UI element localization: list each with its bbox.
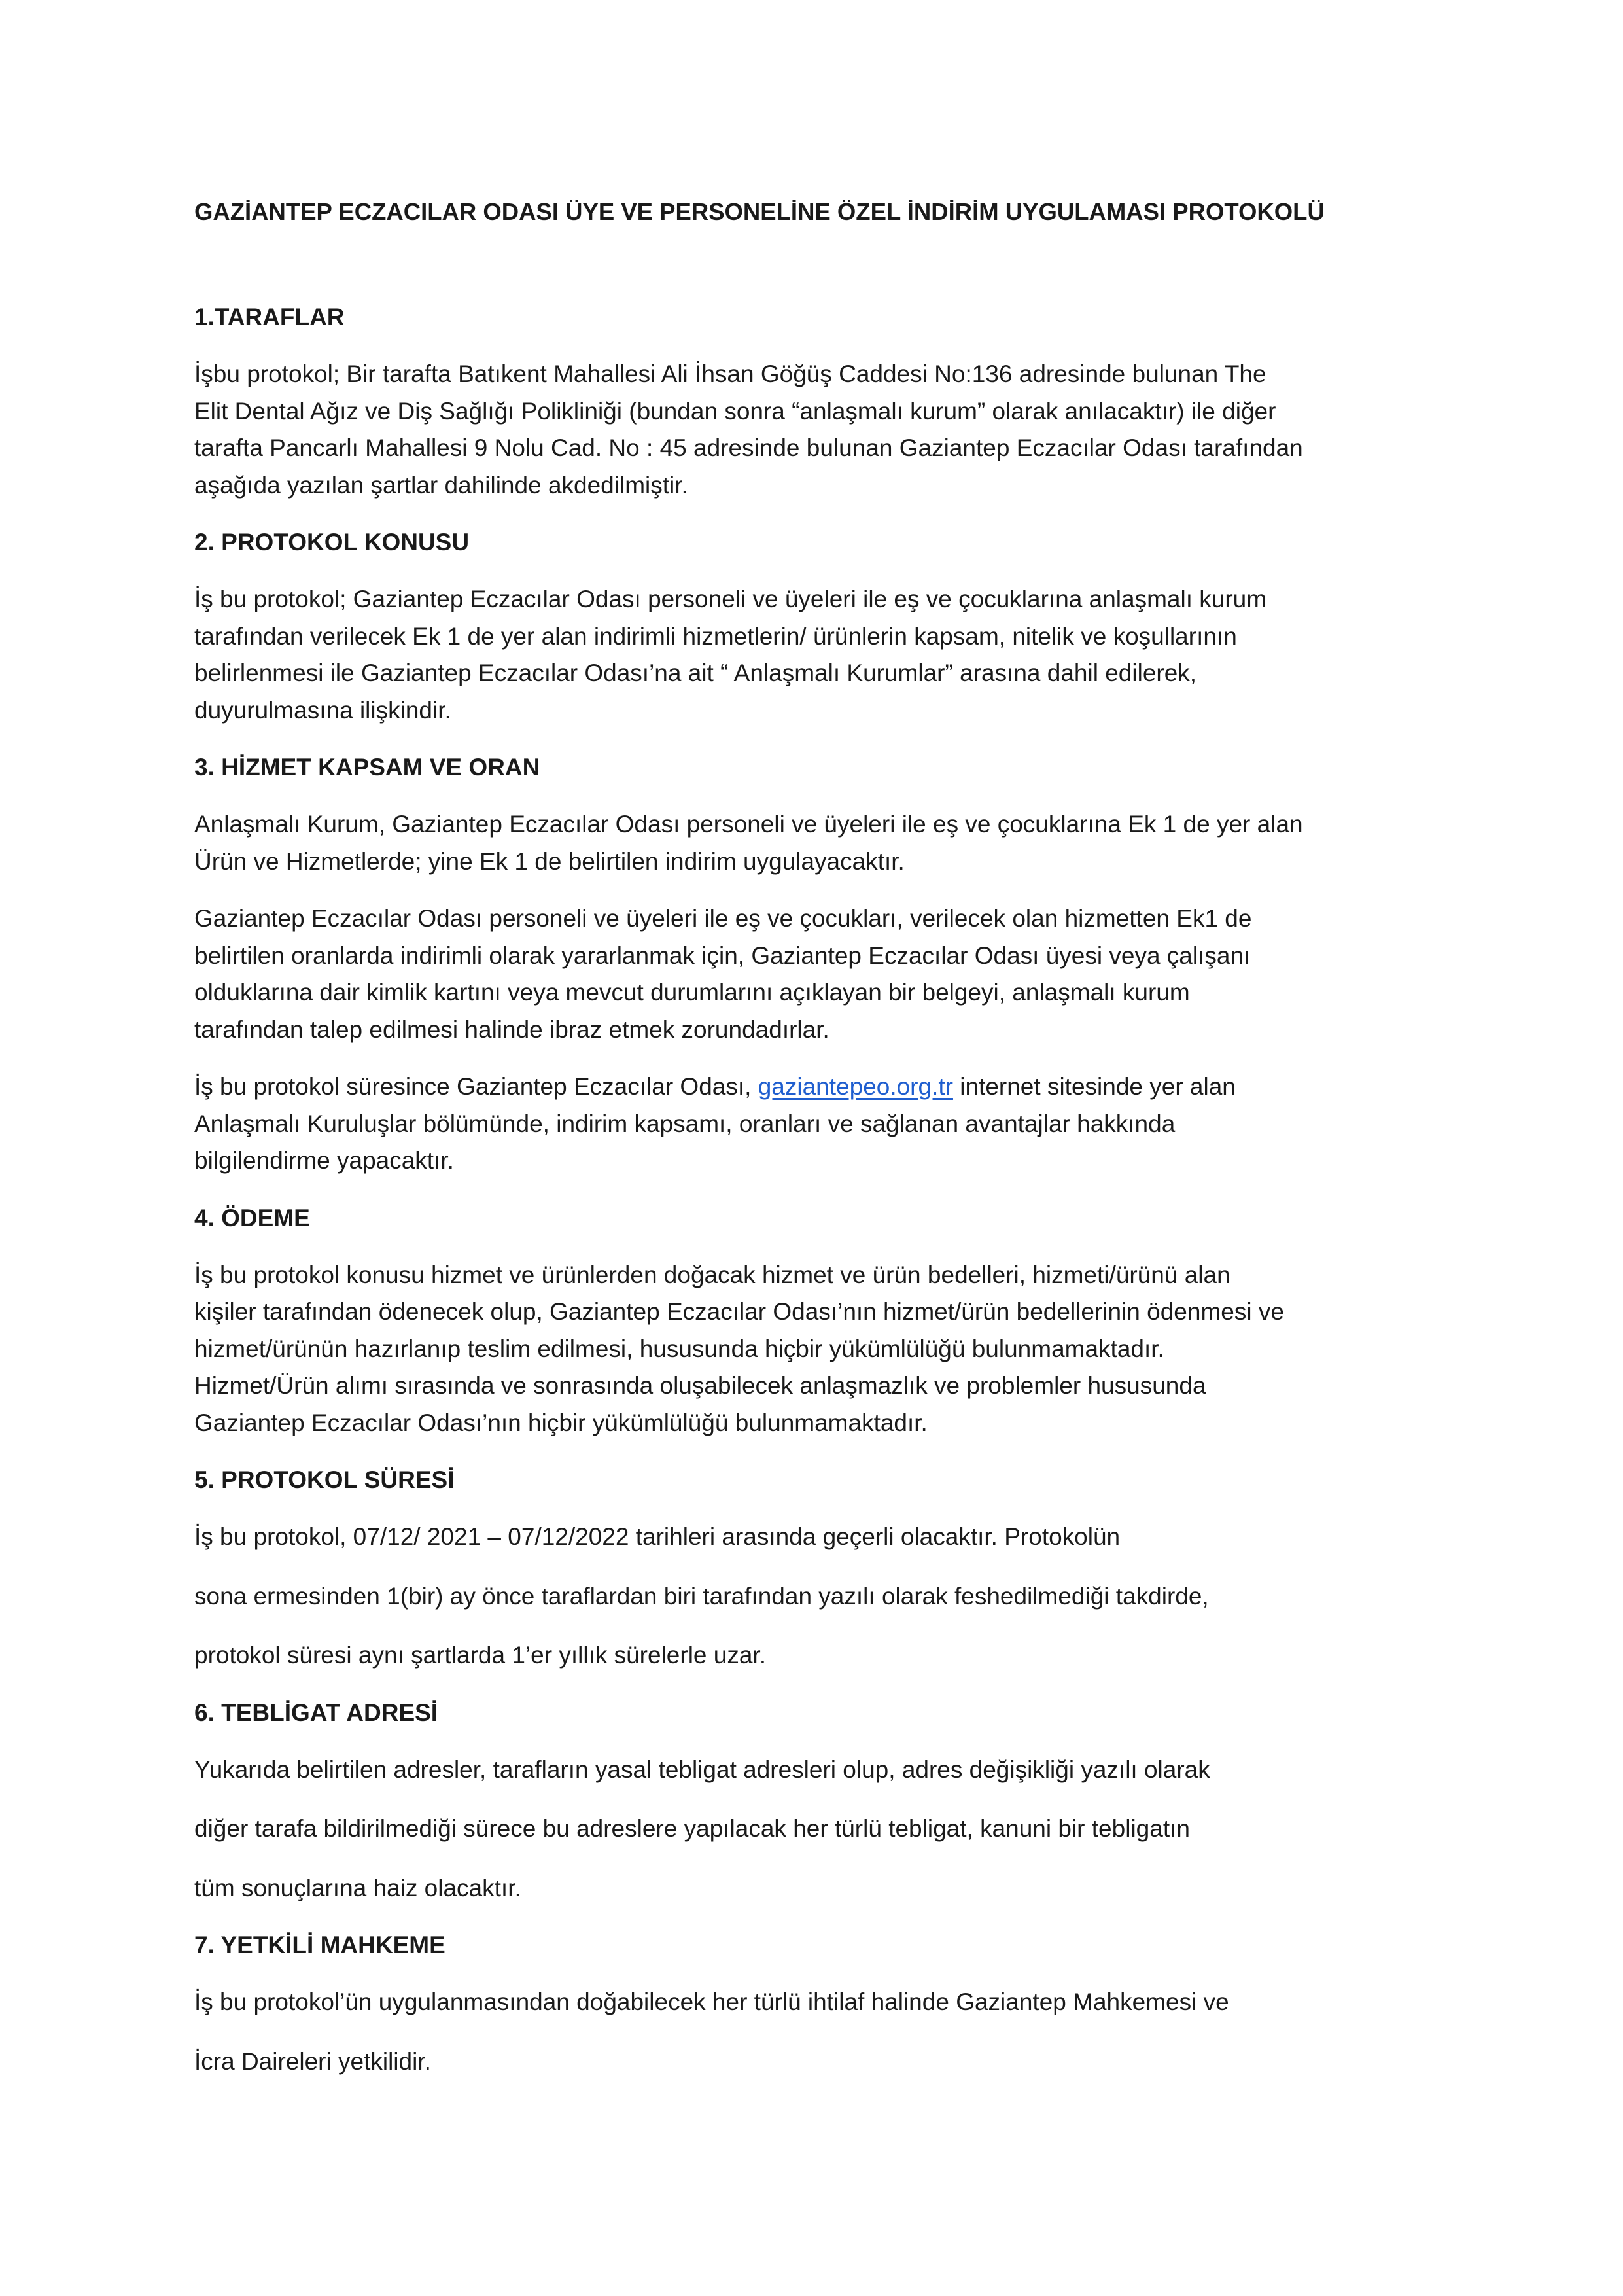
section-heading-protokol-konusu: 2. PROTOKOL KONUSU xyxy=(194,529,470,556)
text-line: Gaziantep Eczacılar Odası personeli ve üyeleri ile eş ve çocukları, verilecek olan hizmetten Ek1 de xyxy=(194,905,1252,932)
text-line: tarafından verilecek Ek 1 de yer alan indirimli hizmetlerin/ ürünlerin kapsam, nitelik ve koşullarının xyxy=(194,622,1237,650)
text-line: kişiler tarafından ödenecek olup, Gaziantep Eczacılar Odası’nın hizmet/ürün bedellerinin ödenmesi ve xyxy=(194,1298,1284,1325)
paragraph-hizmet-kapsam-1 xyxy=(194,806,1450,880)
document-title: GAZİANTEP ECZACILAR ODASI ÜYE VE PERSONELİNE ÖZEL İNDİRİM UYGULAMASI PROTOKOLÜ xyxy=(194,198,1325,225)
text-line: belirlenmesi ile Gaziantep Eczacılar Odası’na ait “ Anlaşmalı Kurumlar” arasına dahil edilerek, xyxy=(194,660,1197,686)
text-line: tarafından talep edilmesi halinde ibraz etmek zorundadırlar. xyxy=(194,1016,829,1043)
text-line: İş bu protokol’ün uygulanmasından doğabilecek her türlü ihtilaf halinde Gaziantep Mahkemesi ve xyxy=(194,1988,1229,2015)
text-line: İş bu protokol; Gaziantep Eczacılar Odası personeli ve üyeleri ile eş ve çocuklarına anlaşmalı kurum xyxy=(194,586,1267,612)
text-line: diğer tarafa bildirilmediği sürece bu adreslere yapılacak her türlü tebligat, kanuni bir tebligatın xyxy=(194,1815,1190,1842)
text-line: Hizmet/Ürün alımı sırasında ve sonrasında oluşabilecek anlaşmazlık ve problemler hususunda xyxy=(194,1372,1206,1399)
text-line xyxy=(194,1069,1450,1106)
text-line: duyurulmasına ilişkindir. xyxy=(194,696,451,724)
text-line: Ürün ve Hizmetlerde; yine Ek 1 de belirtilen indirim uygulayacaktır. xyxy=(194,847,905,875)
text-line: aşağıda yazılan şartlar dahilinde akdedilmiştir. xyxy=(194,471,688,499)
document-content xyxy=(194,194,1450,2100)
text-line: İş bu protokol konusu hizmet ve ürünlerden doğacak hizmet ve ürün bedelleri, hizmeti/ürünü alan xyxy=(194,1261,1230,1288)
section-heading-hizmet-kapsam: 3. HİZMET KAPSAM VE ORAN xyxy=(194,754,540,781)
text-line: olduklarına dair kimlik kartını veya mevcut durumlarını açıklayan bir belgeyi, anlaşmalı kurum xyxy=(194,979,1190,1006)
paragraph-taraflar xyxy=(194,356,1450,504)
text-line: Anlaşmalı Kuruluşlar bölümünde, indirim kapsamı, oranları ve sağlanan avantajlar hakkında xyxy=(194,1110,1176,1137)
text-line: hizmet/ürünün hazırlanıp teslim edilmesi, hususunda hiçbir yükümlülüğü bulunmamaktadır. xyxy=(194,1335,1164,1362)
text-line: İcra Daireleri yetkilidir. xyxy=(194,2047,431,2075)
text-line: tarafta Pancarlı Mahallesi 9 Nolu Cad. No : 45 adresinde bulunan Gaziantep Eczacılar Odası tarafından xyxy=(194,434,1303,461)
text-line: İş bu protokol, 07/12/ 2021 – 07/12/2022 tarihleri arasında geçerli olacaktır. Protokolün xyxy=(194,1523,1121,1550)
text-segment: İş bu protokol süresince Gaziantep Eczacılar Odası, xyxy=(194,1073,758,1100)
text-segment: internet sitesinde yer alan xyxy=(952,1073,1236,1100)
section-heading-yetkili-mahkeme: 7. YETKİLİ MAHKEME xyxy=(194,1932,445,1958)
section-heading-odeme: 4. ÖDEME xyxy=(194,1204,310,1231)
section-heading-tebligat-adresi: 6. TEBLİGAT ADRESİ xyxy=(194,1699,438,1726)
text-line: bilgilendirme yapacaktır. xyxy=(194,1147,454,1174)
paragraph-tebligat-adresi xyxy=(194,1752,1450,1907)
section-heading-protokol-suresi: 5. PROTOKOL SÜRESİ xyxy=(194,1466,455,1493)
text-line: Elit Dental Ağız ve Diş Sağlığı Polikliniği (bundan sonra “anlaşmalı kurum” olarak anılacaktır) ile diğer xyxy=(194,397,1276,425)
paragraph-yetkili-mahkeme xyxy=(194,1984,1450,2080)
paragraph-odeme xyxy=(194,1257,1450,1442)
paragraph-hizmet-kapsam-3 xyxy=(194,1069,1450,1180)
text-line: İşbu protokol; Bir tarafta Batıkent Mahallesi Ali İhsan Göğüş Caddesi No:136 adresinde bulunan The xyxy=(194,361,1266,387)
website-link[interactable]: gaziantepeo.org.tr xyxy=(758,1073,953,1100)
text-line: Anlaşmalı Kurum, Gaziantep Eczacılar Odası personeli ve üyeleri ile eş ve çocuklarına Ek 1 de yer alan xyxy=(194,811,1303,838)
text-line: Gaziantep Eczacılar Odası’nın hiçbir yükümlülüğü bulunmamaktadır. xyxy=(194,1409,928,1436)
paragraph-hizmet-kapsam-2 xyxy=(194,900,1450,1048)
text-line: tüm sonuçlarına haiz olacaktır. xyxy=(194,1874,521,1901)
text-line: Yukarıda belirtilen adresler, tarafların yasal tebligat adresleri olup, adres değişikliği yazılı olarak xyxy=(194,1756,1210,1783)
text-line: belirtilen oranlarda indirimli olarak yararlanmak için, Gaziantep Eczacılar Odası üyesi veya çalışanı xyxy=(194,942,1251,969)
paragraph-protokol-konusu xyxy=(194,581,1450,729)
text-line: protokol süresi aynı şartlarda 1’er yıllık sürelerle uzar. xyxy=(194,1642,766,1669)
text-line: sona ermesinden 1(bir) ay önce taraflardan biri tarafından yazılı olarak feshedilmediği takdirde, xyxy=(194,1582,1209,1610)
paragraph-protokol-suresi xyxy=(194,1519,1450,1674)
section-heading-taraflar: 1.TARAFLAR xyxy=(194,304,345,330)
